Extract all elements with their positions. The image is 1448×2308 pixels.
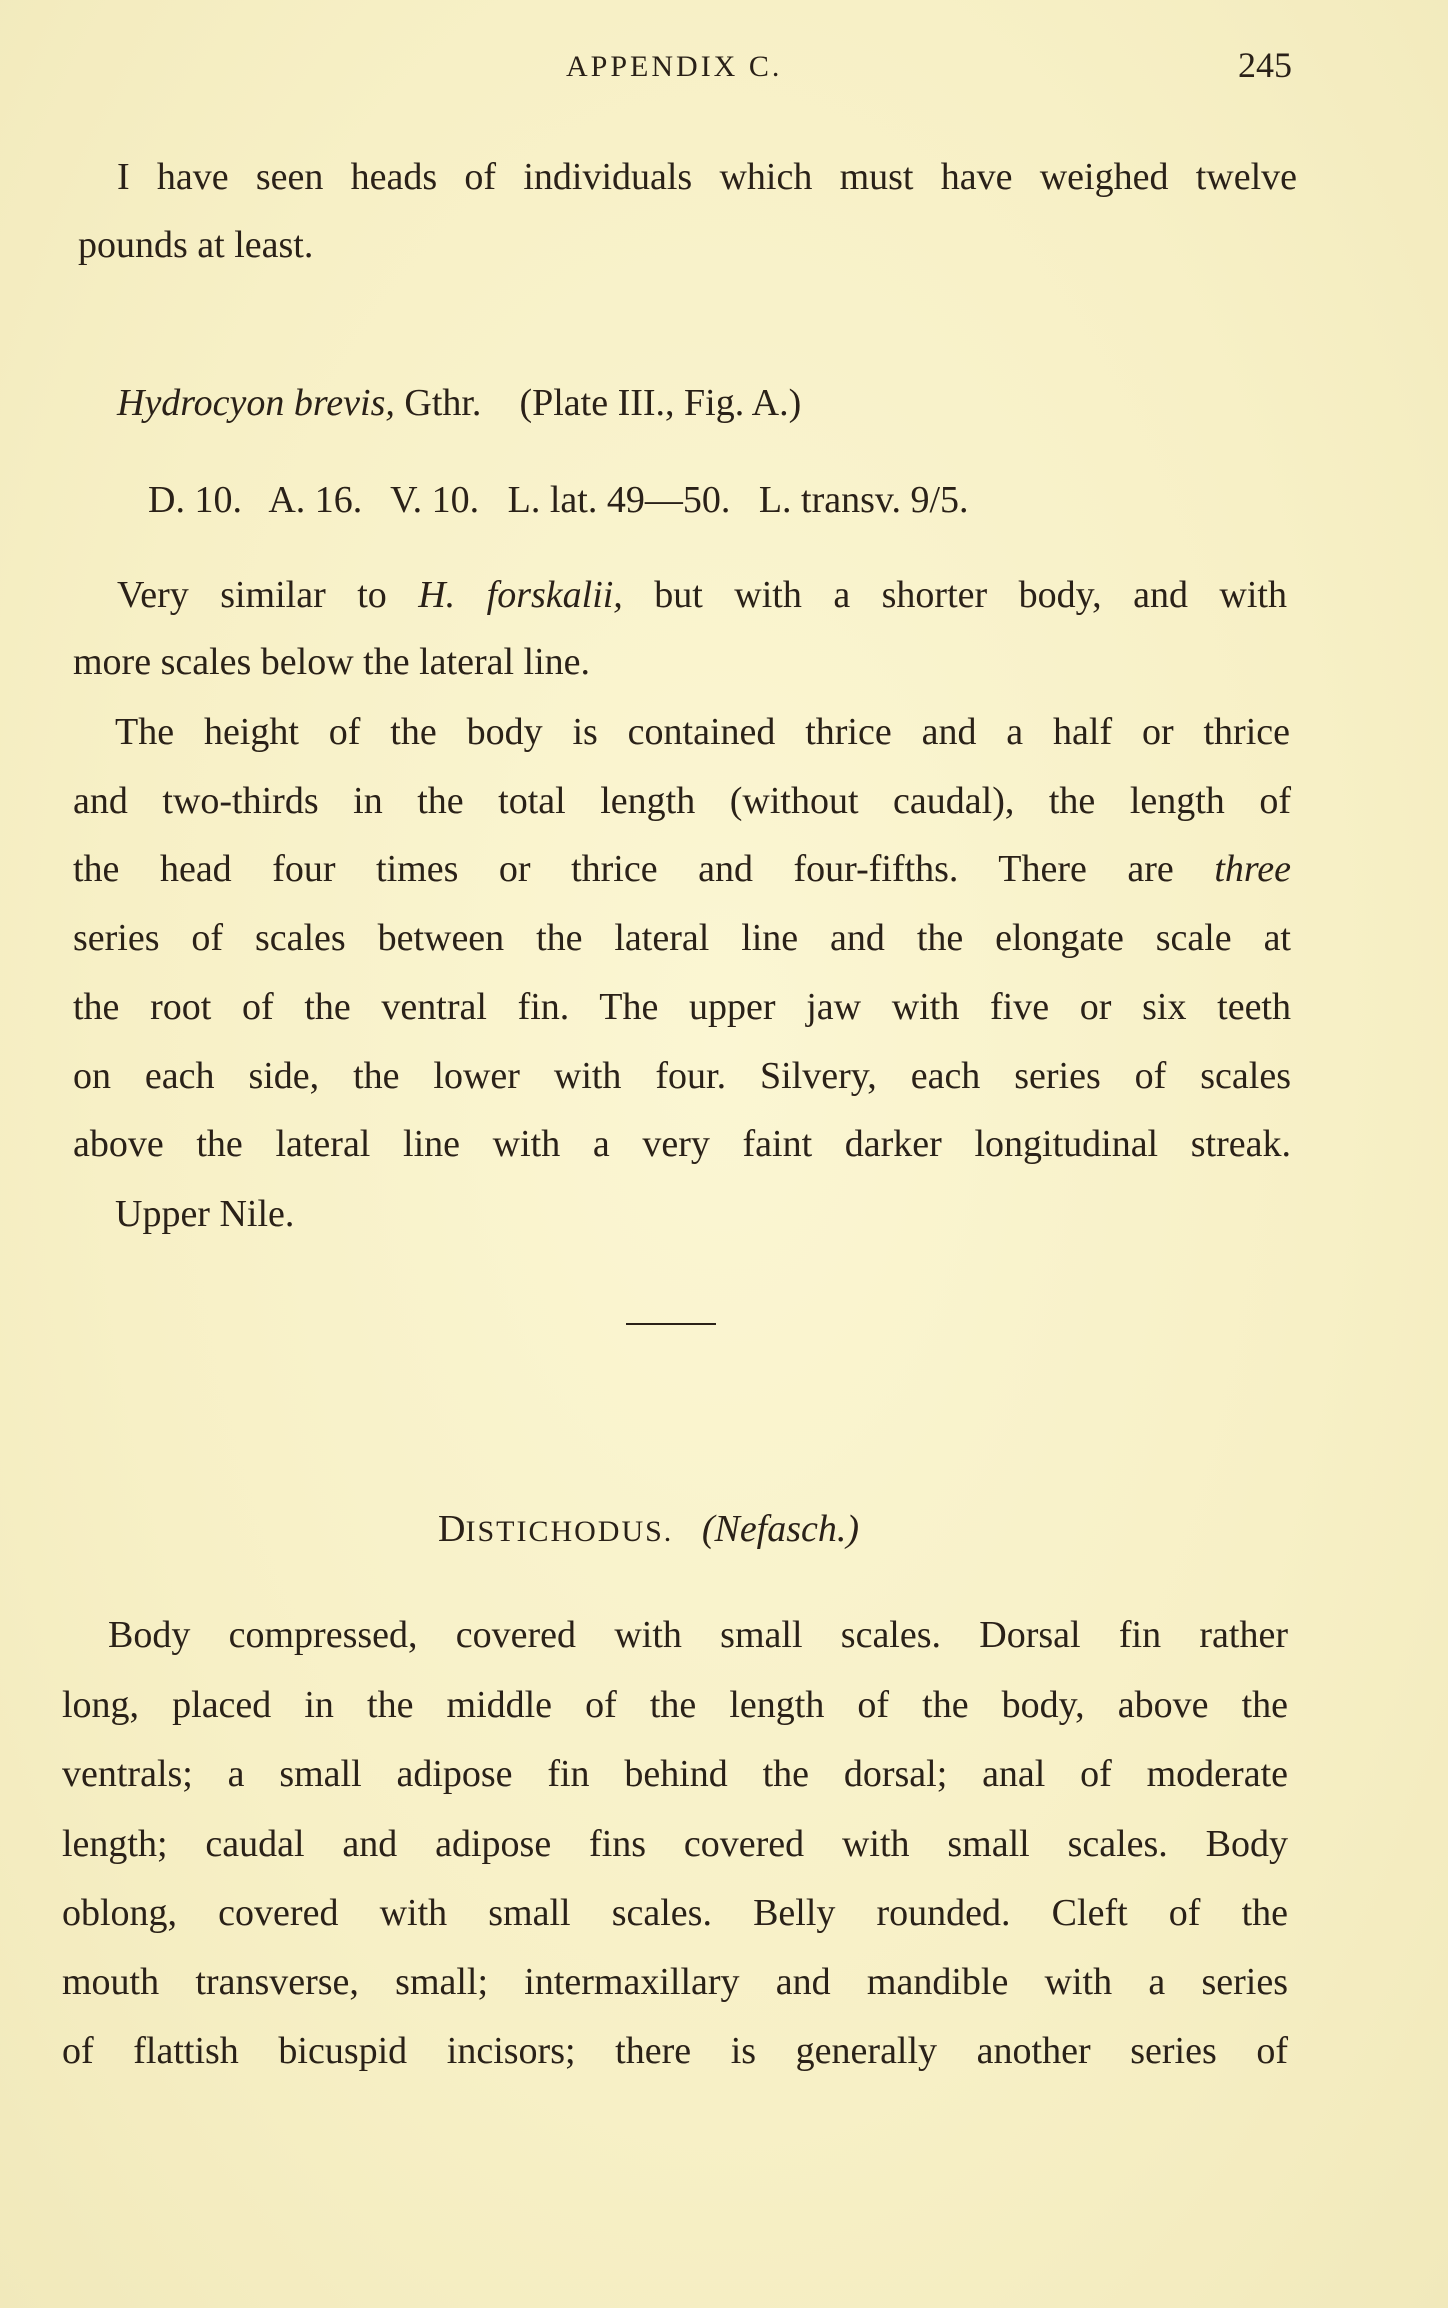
emphasis-three: three	[1214, 848, 1291, 890]
desc-p1-line-2: more scales below the lateral line.	[73, 641, 591, 683]
desc-p2-line-1: The height of the body is contained thrice and a half or thrice	[115, 711, 1290, 753]
desc-p2-line-6: on each side, the lower with four. Silvery, each series of scales	[73, 1055, 1291, 1097]
genus-heading	[438, 1510, 859, 1548]
section-divider	[626, 1323, 716, 1325]
desc-p2-line-7: above the lateral line with a very faint darker longitudinal streak.	[73, 1123, 1291, 1165]
plate-reference: (Plate III., Fig. A.)	[519, 382, 802, 424]
fin-formula: D. 10. A. 16. V. 10. L. lat. 49—50. L. transv. 9/5.	[148, 479, 969, 521]
intro-line-1: I have seen heads of individuals which must have weighed twelve	[117, 156, 1297, 198]
locality: Upper Nile.	[115, 1193, 295, 1235]
species-heading	[117, 384, 801, 422]
genus-desc-line-5: oblong, covered with small scales. Belly rounded. Cleft of the	[62, 1892, 1288, 1934]
species-reference: H. forskalii,	[418, 574, 623, 616]
genus-authority: (Nefasch.)	[701, 1508, 860, 1550]
page-number: 245	[1238, 45, 1292, 85]
desc-p2-line-5: the root of the ventral fin. The upper jaw with five or six teeth	[73, 986, 1291, 1028]
genus-desc-line-7: of flattish bicuspid incisors; there is generally another series of	[62, 2030, 1288, 2072]
running-head: APPENDIX C.	[566, 50, 783, 83]
desc-p2-line-2: and two-thirds in the total length (without caudal), the length of	[73, 780, 1291, 822]
genus-desc-line-1: Body compressed, covered with small scales. Dorsal fin rather	[108, 1614, 1288, 1656]
desc-p1-line-1: Very similar to H. forskalii, but with a shorter body, and with	[117, 574, 1287, 616]
genus-desc-line-4: length; caudal and adipose fins covered with small scales. Body	[62, 1823, 1288, 1865]
species-name: Hydrocyon brevis,	[117, 382, 395, 424]
desc-p2-line-3: the head four times or thrice and four-fifths. There are three	[73, 848, 1291, 890]
intro-line-2: pounds at least.	[78, 224, 314, 266]
genus-desc-line-6: mouth transverse, small; intermaxillary and mandible with a series	[62, 1961, 1288, 2003]
page-header	[0, 44, 1448, 88]
species-authority: Gthr.	[404, 382, 482, 424]
genus-name: ISTICHODUS.	[465, 1515, 674, 1548]
genus-desc-line-3: ventrals; a small adipose fin behind the dorsal; anal of moderate	[62, 1753, 1288, 1795]
genus-initial: D	[438, 1508, 466, 1550]
genus-desc-line-2: long, placed in the middle of the length of the body, above the	[62, 1684, 1288, 1726]
desc-p2-line-4: series of scales between the lateral line and the elongate scale at	[73, 917, 1291, 959]
